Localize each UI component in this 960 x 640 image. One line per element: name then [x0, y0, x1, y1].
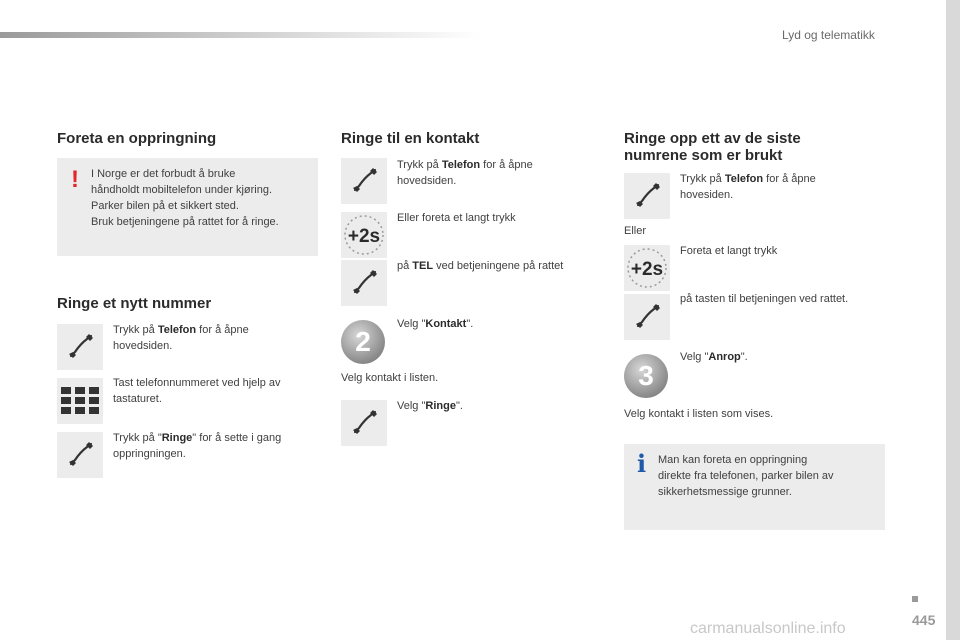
phone-icon — [624, 173, 670, 219]
info-text: Man kan foreta en oppringning direkte fra telefonen, parker bilen av sikkerhetsmessige grunner. — [658, 454, 834, 498]
note-text: Velg kontakt i listen som vises. — [624, 408, 774, 420]
svg-text:+2s: +2s — [347, 226, 381, 247]
step-text: Velg "Anrop". — [680, 351, 748, 363]
phone-icon — [341, 158, 387, 204]
section-title-recent: Ringe opp ett av de siste numrene som er brukt — [624, 130, 801, 164]
page-number: 445 — [912, 612, 936, 628]
chapter-title: Lyd og telematikk — [782, 28, 875, 42]
side-strip — [946, 0, 960, 640]
note-text: Velg kontakt i listen. — [341, 372, 439, 384]
phone-icon — [57, 432, 103, 478]
step-text: på tasten til betjeningen ved rattet. — [680, 293, 849, 305]
step-badge-2: 2 — [341, 320, 385, 364]
warning-text: I Norge er det forbudt å bruke håndholdt mobiltelefon under kjøring. Parker bilen på et sikkert sted. Bruk betjeningene på rattet for å ringe. — [91, 168, 279, 228]
keypad-icon — [57, 378, 103, 424]
phone-icon — [341, 400, 387, 446]
step-text: Trykk på Telefon for å åpne hovesiden. — [680, 173, 816, 201]
phone-icon — [57, 324, 103, 370]
section-title-new-number: Ringe et nytt nummer — [57, 295, 212, 312]
step-text: Eller foreta et langt trykk — [397, 212, 516, 224]
phone-icon — [341, 260, 387, 306]
section-title-contact: Ringe til en kontakt — [341, 130, 480, 147]
info-icon: i — [637, 449, 647, 478]
step-text: Velg "Ringe". — [397, 400, 463, 412]
watermark: carmanualsonline.info — [690, 620, 846, 637]
step-badge-3: 3 — [624, 354, 668, 398]
header-rule — [0, 32, 480, 38]
long-press-icon — [341, 212, 387, 258]
step-text: Trykk på "Ringe" for å sette i gang oppringningen. — [113, 432, 282, 460]
step-text: Trykk på Telefon for å åpne hovedsiden. — [397, 159, 533, 187]
step-text: Velg "Kontakt". — [397, 318, 474, 330]
step-text: på TEL ved betjeningene på rattet — [397, 260, 564, 272]
svg-text:+2s: +2s — [630, 259, 664, 280]
long-press-icon — [624, 245, 670, 291]
phone-icon — [624, 294, 670, 340]
step-text: Tast telefonnummeret ved hjelp av tastaturet. — [113, 377, 281, 405]
step-text: Foreta et langt trykk — [680, 245, 778, 257]
step-text: Trykk på Telefon for å åpne hovedsiden. — [113, 324, 249, 352]
section-title-call: Foreta en oppringning — [57, 130, 217, 147]
warning-icon: ! — [71, 166, 79, 193]
or-text: Eller — [624, 225, 647, 237]
page-marker — [912, 596, 918, 602]
info-box — [624, 444, 885, 530]
warning-box — [57, 158, 318, 256]
